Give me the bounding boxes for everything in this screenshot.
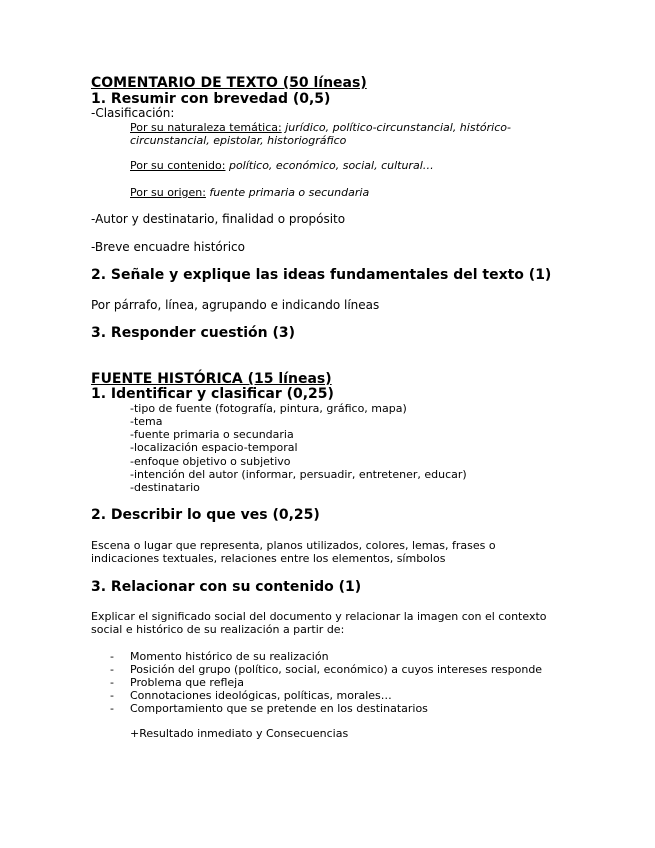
bullet-item: Comportamiento que se pretende en los destinatarios <box>130 702 428 715</box>
fuente-section-3-heading: 3. Relacionar con su contenido (1) <box>91 579 362 595</box>
comentario-section-2-heading: 2. Señale y explique las ideas fundamentales del texto (1) <box>91 267 552 283</box>
comentario-title: COMENTARIO DE TEXTO (50 líneas) <box>91 75 367 91</box>
bullet-item: Posición del grupo (político, social, económico) a cuyos intereses responde <box>130 663 543 676</box>
fuente-section-2-text-1: Escena o lugar que representa, planos utilizados, colores, lemas, frases o <box>91 539 496 552</box>
contenido-line <box>130 160 434 171</box>
bullet-marker: - <box>110 650 114 663</box>
naturaleza-line <box>130 122 511 133</box>
naturaleza-label: Por su naturaleza temática: <box>130 121 282 134</box>
clasificacion-label: -Clasificación: <box>91 106 175 120</box>
fuente-title: FUENTE HISTÓRICA (15 líneas) <box>91 371 332 387</box>
origen-value: fuente primaria o secundaria <box>205 186 370 199</box>
bullet-marker: - <box>110 676 114 689</box>
origen-line <box>130 187 369 198</box>
encuadre-text: -Breve encuadre histórico <box>91 240 245 254</box>
bullet-item: Connotaciones ideológicas, políticas, morales… <box>130 689 392 702</box>
fuente-section-3-text-2: social e histórico de su realización a partir de: <box>91 623 345 636</box>
bullet-item: Momento histórico de su realización <box>130 650 329 663</box>
fuente-item: -fuente primaria o secundaria <box>130 428 294 441</box>
fuente-item: -destinatario <box>130 481 200 494</box>
naturaleza-value-1: jurídico, político-circunstancial, histórico- <box>281 121 511 134</box>
bullet-marker: - <box>110 689 114 702</box>
resultado-text: +Resultado inmediato y Consecuencias <box>130 727 349 740</box>
bullet-item: Problema que refleja <box>130 676 244 689</box>
bullet-marker: - <box>110 702 114 715</box>
contenido-value: político, económico, social, cultural… <box>225 159 434 172</box>
comentario-section-2-text: Por párrafo, línea, agrupando e indicando líneas <box>91 298 380 312</box>
fuente-section-2-heading: 2. Describir lo que ves (0,25) <box>91 507 320 523</box>
fuente-item: -tema <box>130 415 163 428</box>
comentario-section-3-heading: 3. Responder cuestión (3) <box>91 325 296 341</box>
fuente-item: -enfoque objetivo o subjetivo <box>130 455 291 468</box>
contenido-label: Por su contenido: <box>130 159 226 172</box>
naturaleza-value-2: circunstancial, epistolar, historiográfico <box>130 134 347 147</box>
origen-label: Por su origen: <box>130 186 206 199</box>
autor-text: -Autor y destinatario, finalidad o propósito <box>91 212 346 226</box>
fuente-section-3-text-1: Explicar el significado social del documento y relacionar la imagen con el contexto <box>91 610 547 623</box>
fuente-section-2-text-2: indicaciones textuales, relaciones entre los elementos, símbolos <box>91 552 446 565</box>
fuente-item: -intención del autor (informar, persuadir, entretener, educar) <box>130 468 467 481</box>
fuente-item: -tipo de fuente (fotografía, pintura, gráfico, mapa) <box>130 402 407 415</box>
fuente-section-1-heading: 1. Identificar y clasificar (0,25) <box>91 386 334 402</box>
bullet-marker: - <box>110 663 114 676</box>
fuente-item: -localización espacio-temporal <box>130 441 298 454</box>
comentario-section-1-heading: 1. Resumir con brevedad (0,5) <box>91 91 331 107</box>
